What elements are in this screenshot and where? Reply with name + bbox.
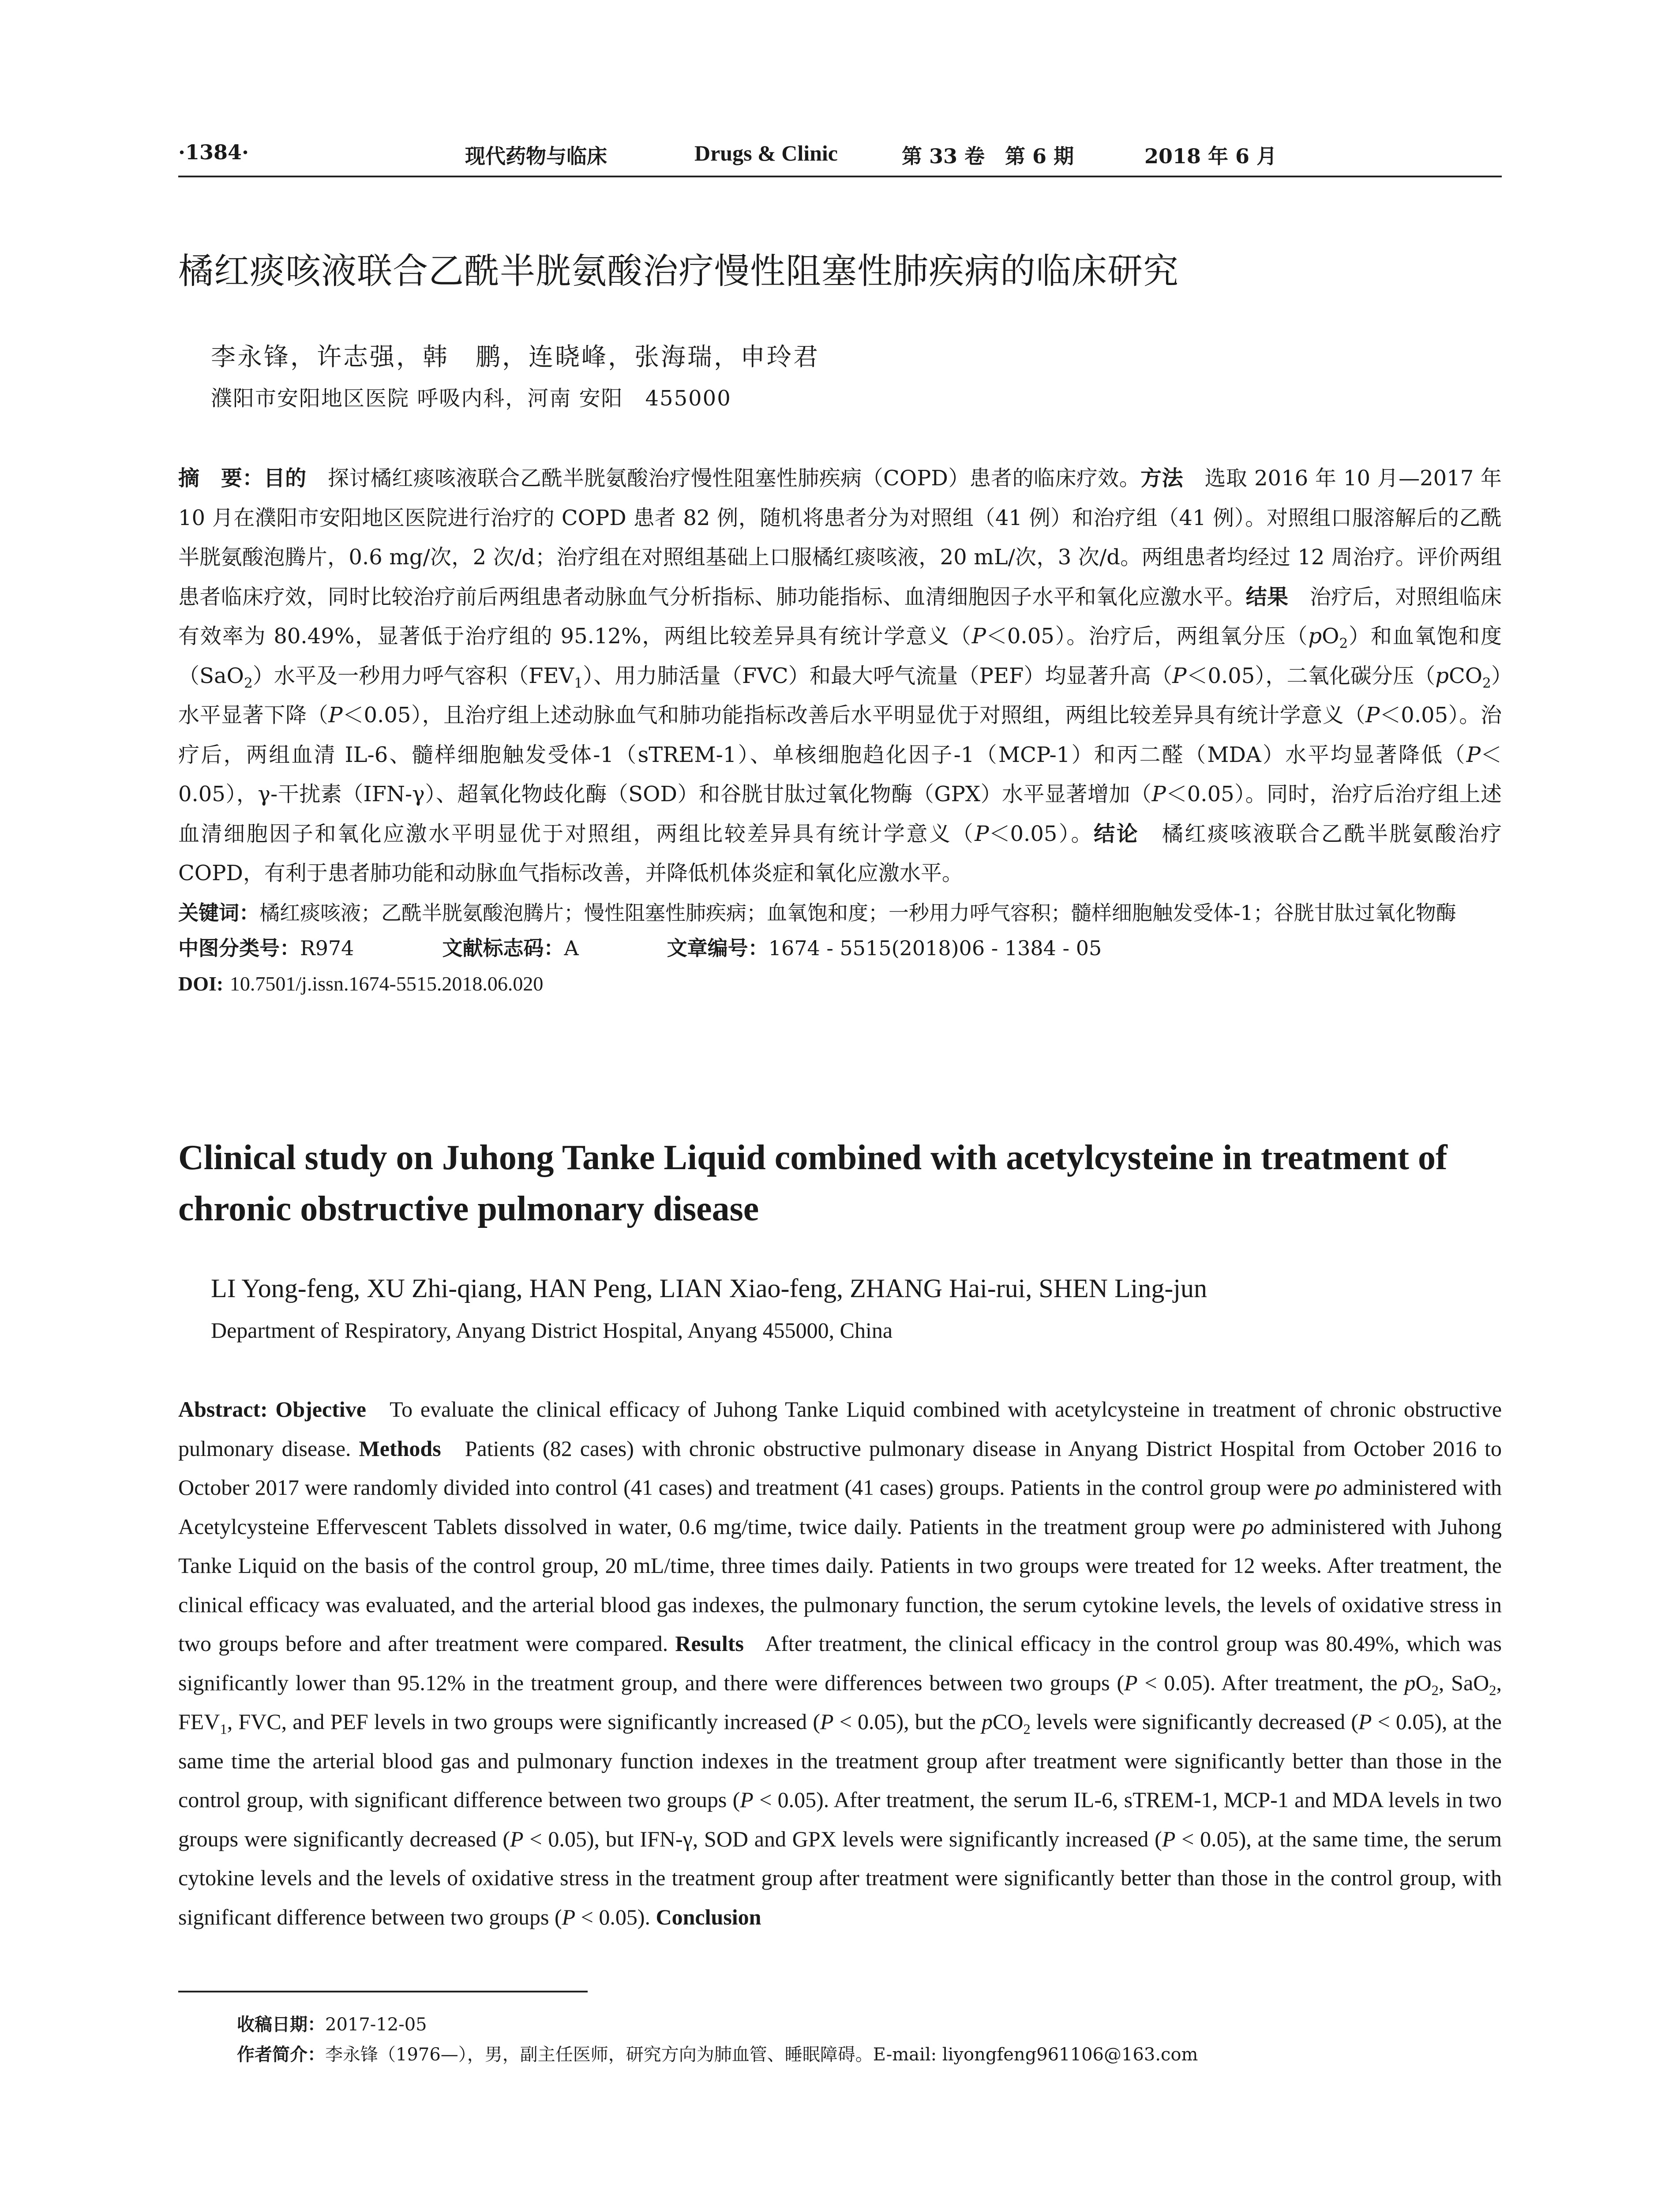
results-cn-text: ＜0.05）。治疗后，两组氧分压（ bbox=[986, 624, 1309, 649]
conclusion-label-en: Conclusion bbox=[656, 1904, 761, 1929]
journal-issue: 第 33 卷 第 6 期 bbox=[902, 144, 1074, 168]
p-value-symbol: P bbox=[1172, 663, 1187, 688]
p-value-symbol: P bbox=[510, 1826, 524, 1851]
clc-value: R974 bbox=[300, 936, 354, 960]
subscript: 2 bbox=[1482, 675, 1491, 691]
p-value-symbol: P bbox=[1466, 742, 1481, 767]
methods-en-text: Patients (82 cases) with chronic obstructive pulmonary disease in Anyang District Hospital from October 2016 to October 2017 were randomly divided into control (41 cases) and treatment (41 cases) groups. Patients in the control group were bbox=[178, 1436, 1502, 1500]
methods-cn: 选取 2016 年 10 月—2017 年 10 月在濮阳市安阳地区医院进行治疗的 COPD 患者 82 例，随机将患者分为对照组（41 例）和治疗组（41 例）。对照组口服溶解后的乙酰半胱氨酸泡腾片，0.6 mg/次，2 次/d；治疗组在对照组基础上口服橘红痰咳液，20 mL/次，3 次/d。两组患者均经过 12 周治疗。评价两组患者临床疗效，同时比较治疗前后两组患者动脉血气分析指标、肺功能指标、血清细胞因子水平和氧化应激水平。 bbox=[178, 466, 1502, 609]
abstract-cn bbox=[178, 459, 1502, 1002]
results-en-text: < 0.05). After treatment, the serum IL-6, sTREM-1, MCP-1 and MDA levels in two groups were significantly decreased ( bbox=[178, 1787, 1502, 1851]
subscript: 2 bbox=[1431, 1682, 1439, 1699]
author-bio: 李永锋（1976—），男，副主任医师，研究方向为肺血管、睡眠障碍。E-mail: liyongfeng961106@163.com bbox=[325, 2045, 1198, 2065]
footnote bbox=[237, 2010, 1499, 2070]
methods-en-text: administered with Acetylcysteine Effervescent Tablets dissolved in water, 0.6 mg/time, twice daily. Patients in the treatment group were bbox=[178, 1475, 1502, 1539]
classification-line bbox=[178, 930, 1502, 966]
authors-en: LI Yong-feng, XU Zhi-qiang, HAN Peng, LIAN Xiao-feng, ZHANG Hai-rui, SHEN Ling-jun bbox=[211, 1274, 1207, 1303]
po-abbrev: po bbox=[1315, 1475, 1338, 1500]
po-abbrev: po bbox=[1242, 1514, 1264, 1539]
partial-pressure-symbol: p bbox=[1404, 1670, 1416, 1695]
footnote-rule bbox=[178, 1991, 588, 1992]
journal-name-cn: 现代药物与临床 bbox=[465, 144, 607, 168]
abstract-label-cn: 摘 要： bbox=[178, 466, 264, 491]
received-label: 收稿日期： bbox=[237, 2015, 325, 2035]
results-en-text: < 0.05), at the same time, the serum cytokine levels and the levels of oxidative stress in the treatment group after treatment were significantly better than those in the control group, with significant difference between two groups ( bbox=[178, 1826, 1502, 1929]
subscript: 2 bbox=[1339, 635, 1348, 652]
oxygen-symbol: O bbox=[1415, 1670, 1432, 1695]
p-value-symbol: P bbox=[820, 1709, 834, 1734]
abstract-en bbox=[178, 1390, 1502, 1936]
affiliation-en: Department of Respiratory, Anyang District Hospital, Anyang 455000, China bbox=[211, 1318, 893, 1343]
oxygen-symbol: O bbox=[1322, 624, 1339, 649]
doc-code-label: 文献标志码： bbox=[442, 936, 564, 960]
results-en-text: After treatment, the clinical efficacy in the control group was 80.49%, which was significantly lower than 95.12% in the treatment group, and there were differences between two groups ( bbox=[178, 1631, 1502, 1695]
p-value-symbol: P bbox=[1151, 782, 1166, 807]
methods-en-text: administered with Juhong Tanke Liquid on the basis of the control group, 20 mL/time, three times daily. Patients in two groups were treated for 12 weeks. After treatment, the clinical efficacy was evaluated, and the arterial blood gas indexes, the pulmonary function, the serum cytokine levels, the levels of oxidative stress in two groups before and after treatment were compared. bbox=[178, 1514, 1502, 1656]
subscript: 1 bbox=[220, 1722, 227, 1737]
author-bio-line bbox=[237, 2040, 1499, 2070]
received-date-line bbox=[237, 2010, 1499, 2040]
doi-value[interactable]: 10.7501/j.issn.1674-5515.2018.06.020 bbox=[229, 972, 544, 995]
results-en-text: < 0.05), but IFN-γ, SOD and GPX levels were significantly increased ( bbox=[523, 1826, 1162, 1851]
page-number: ·1384· bbox=[178, 140, 249, 164]
p-value-symbol: P bbox=[1358, 1709, 1372, 1734]
abstract-cn-body bbox=[178, 459, 1502, 893]
article-title-en: Clinical study on Juhong Tanke Liquid combined with acetylcysteine in treatment of chronic obstructive pulmonary disease bbox=[178, 1138, 1448, 1228]
results-en-text: < 0.05), at the same time the arterial blood gas and pulmonary function indexes in the treatment group after treatment were significantly better than those in the control group, with significant difference between two groups ( bbox=[178, 1709, 1502, 1812]
conclusion-cn: 橘红痰咳液联合乙酰半胱氨酸治疗 COPD，有利于患者肺功能和动脉血气指标改善，并降低机体炎症和氧化应激水平。 bbox=[178, 821, 1502, 885]
keywords-label-cn: 关键词： bbox=[178, 900, 259, 925]
p-value-symbol: P bbox=[740, 1787, 754, 1812]
results-cn-text: ＜0.05），二氧化碳分压（ bbox=[1186, 663, 1436, 688]
p-value-symbol: P bbox=[1365, 703, 1380, 728]
doi-label: DOI: bbox=[178, 972, 224, 995]
results-en-text: , SaO bbox=[1438, 1670, 1489, 1695]
results-en-text: , FVC, and PEF levels in two groups were significantly increased ( bbox=[227, 1709, 820, 1734]
methods-label-cn: 方法 bbox=[1140, 466, 1184, 491]
results-en-text: , FEV bbox=[178, 1670, 1502, 1734]
results-cn-text: ＜0.05），且治疗组上述动脉血气和肺功能指标改善后水平明显优于对照组，两组比较差异具有统计学意义（ bbox=[342, 703, 1365, 728]
results-cn-text: ＜0.05）。 bbox=[989, 821, 1094, 846]
header-rule bbox=[178, 176, 1502, 177]
subscript: 2 bbox=[1489, 1682, 1496, 1699]
objective-en: To evaluate the clinical efficacy of Juhong Tanke Liquid combined with acetylcysteine in treatment of chronic obstructive pulmonary disease. bbox=[178, 1397, 1502, 1461]
results-en-text: < 0.05). After treatment, the bbox=[1137, 1670, 1405, 1695]
article-no-value: 1674 - 5515(2018)06 - 1384 - 05 bbox=[768, 936, 1102, 960]
subscript: 2 bbox=[244, 675, 253, 691]
results-cn-text: ）水平及一秒用力呼气容积（FEV bbox=[252, 663, 574, 688]
partial-pressure-symbol: p bbox=[1435, 663, 1449, 688]
p-value-symbol: P bbox=[328, 703, 343, 728]
affiliation-cn: 濮阳市安阳地区医院 呼吸内科，河南 安阳 455000 bbox=[211, 386, 731, 411]
results-label-en: Results bbox=[675, 1631, 744, 1656]
conclusion-label-cn: 结论 bbox=[1094, 821, 1140, 846]
results-cn-text: ＜0.05）。治疗后，两组血清 IL-6、髓样细胞触发受体-1（sTREM-1）、单核细胞趋化因子-1（MCP-1）和丙二醛（MDA）水平均显著降低（ bbox=[178, 703, 1502, 767]
doc-code-value: A bbox=[564, 936, 579, 960]
results-cn-text: ）和血氧饱和度（SaO bbox=[178, 624, 1502, 688]
journal-name-en: Drugs & Clinic bbox=[694, 141, 838, 165]
abstract-objective-label-en: Abstract: Objective bbox=[178, 1397, 366, 1422]
results-cn-text: ＜0.05）。同时，治疗后治疗组上述血清细胞因子和氧化应激水平明显优于对照组，两组比较差异具有统计学意义（ bbox=[178, 782, 1502, 846]
p-value-symbol: P bbox=[1124, 1670, 1138, 1695]
results-label-cn: 结果 bbox=[1245, 584, 1289, 609]
partial-pressure-symbol: p bbox=[1308, 624, 1322, 649]
results-cn-text: ）、用力肺活量（FVC）和最大呼气流量（PEF）均显著升高（ bbox=[583, 663, 1173, 688]
article-no-label: 文章编号： bbox=[667, 936, 769, 960]
bio-label: 作者简介： bbox=[237, 2045, 325, 2065]
methods-label-en: Methods bbox=[359, 1436, 441, 1461]
keywords-value-cn: 橘红痰咳液；乙酰半胱氨酸泡腾片；慢性阻塞性肺疾病；血氧饱和度；一秒用力呼气容积；髓样细胞触发受体-1；谷胱甘肽过氧化物酶 bbox=[259, 900, 1456, 925]
journal-date: 2018 年 6 月 bbox=[1144, 144, 1277, 168]
carbon-dioxide-symbol: CO bbox=[1448, 663, 1483, 688]
objective-label-cn: 目的 bbox=[263, 466, 307, 491]
partial-pressure-symbol: p bbox=[982, 1709, 993, 1734]
keywords-cn bbox=[178, 895, 1502, 930]
article-title-cn: 橘红痰咳液联合乙酰半胱氨酸治疗慢性阻塞性肺疾病的临床研究 bbox=[178, 251, 1179, 292]
p-value-symbol: P bbox=[562, 1904, 576, 1929]
carbon-dioxide-symbol: CO bbox=[993, 1709, 1024, 1734]
results-cn-text: 治疗后，对照组临床有效率为 80.49%，显著低于治疗组的 95.12%，两组比较差异具有统计学意义（ bbox=[178, 584, 1502, 649]
p-value-symbol: P bbox=[1162, 1826, 1176, 1851]
authors-cn: 李永锋，许志强，韩 鹏，连晓峰，张海瑞，申玲君 bbox=[211, 343, 820, 371]
results-en-text: < 0.05), but the bbox=[833, 1709, 982, 1734]
results-en-text: < 0.05). bbox=[575, 1904, 651, 1929]
running-header bbox=[178, 140, 1502, 180]
results-cn-text: ）水平显著下降（ bbox=[178, 663, 1502, 728]
received-date: 2017-12-05 bbox=[325, 2015, 427, 2035]
p-value-symbol: P bbox=[975, 821, 989, 846]
clc-label: 中图分类号： bbox=[178, 936, 300, 960]
doi-line bbox=[178, 966, 1502, 1002]
subscript: 1 bbox=[574, 675, 583, 691]
subscript: 2 bbox=[1023, 1722, 1031, 1737]
p-value-symbol: P bbox=[971, 624, 986, 649]
results-cn-text: ＜0.05），γ-干扰素（IFN-γ）、超氧化物歧化酶（SOD）和谷胱甘肽过氧化物酶（GPX）水平显著增加（ bbox=[178, 742, 1502, 807]
results-en-text: levels were significantly decreased ( bbox=[1030, 1709, 1358, 1734]
objective-cn: 探讨橘红痰咳液联合乙酰半胱氨酸治疗慢性阻塞性肺疾病（COPD）患者的临床疗效。 bbox=[328, 466, 1141, 491]
